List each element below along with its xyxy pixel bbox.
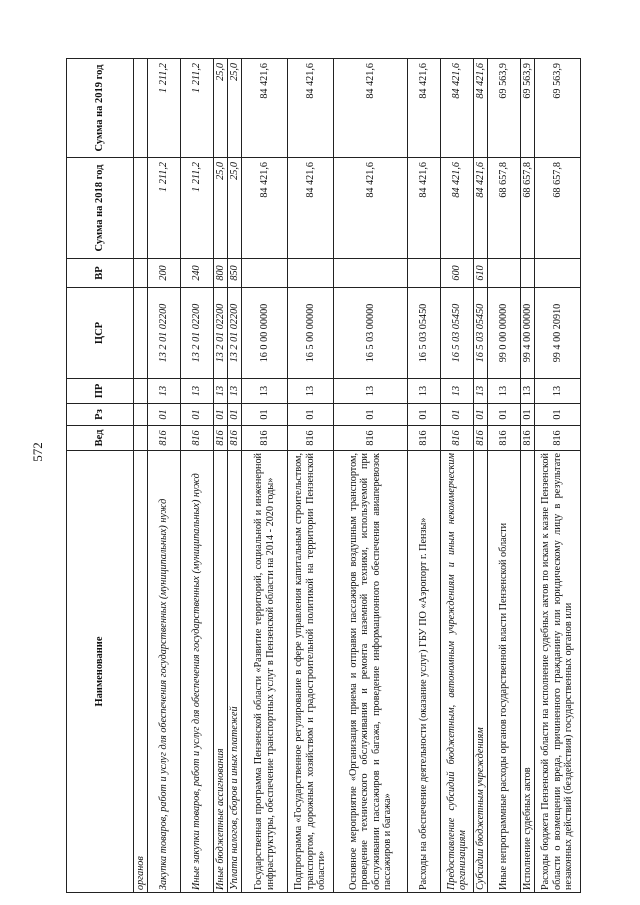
table-cell-sum-2019: 84 421,6: [474, 59, 488, 158]
table-cell-vr: [408, 259, 441, 288]
table-cell-vr: [535, 259, 581, 288]
table-cell-pr: 13: [488, 379, 521, 404]
table-cell-rz: 01: [488, 404, 521, 426]
table-cell-sum-2019: 69 563,9: [521, 59, 535, 158]
table-cell-csr: 16 5 00 00000: [288, 288, 334, 379]
table-cell-name: Государственная программа Пензенской области «Развитие территорий, социальной и инженерной инфраструктуры, обеспечение транспортных услуг в Пензенской области на 2014 - 2020 годы»: [242, 451, 288, 893]
table-cell-sum-2018: 68 657,8: [535, 158, 581, 259]
table-cell-sum-2018: 68 657,8: [488, 158, 521, 259]
table-row: [181, 59, 214, 893]
table-cell-rz: 01: [535, 404, 581, 426]
table-cell-rz: 01: [521, 404, 535, 426]
table-cell-name: Уплата налогов, сборов и иных платежей: [228, 451, 242, 893]
table-row: [488, 59, 521, 893]
table-cell-pr: 13: [334, 379, 408, 404]
table-cell-rz: 01: [288, 404, 334, 426]
table-row: [408, 59, 441, 893]
table-cell-vr: [242, 259, 288, 288]
table-cell-rz: 01: [408, 404, 441, 426]
table-cell-vr: 200: [148, 259, 181, 288]
table-row: [441, 59, 474, 893]
table-row: [521, 59, 535, 893]
page-number: 572: [30, 442, 45, 462]
table-cell-sum-2018: 84 421,6: [474, 158, 488, 259]
table-cell-sum-2018: 1 211,2: [181, 158, 214, 259]
table-row: [288, 59, 334, 893]
table-cell-sum-2019: 84 421,6: [334, 59, 408, 158]
header-sum-2019: Сумма на 2019 год: [67, 59, 134, 158]
table-cell-csr: 99 0 00 00000: [488, 288, 521, 379]
table-row: [334, 59, 408, 893]
table-cell-vr: [334, 259, 408, 288]
header-csr: ЦСР: [67, 288, 134, 379]
header-sum-2018: Сумма на 2018 год: [67, 158, 134, 259]
table-cell-pr: 13: [288, 379, 334, 404]
table-cell-pr: 13: [148, 379, 181, 404]
table-cell-csr: 16 5 03 05450: [441, 288, 474, 379]
table-cell-vr: [488, 259, 521, 288]
table-cell-pr: 13: [535, 379, 581, 404]
table-cell-csr: 16 5 03 00000: [334, 288, 408, 379]
table-cell-sum-2018: 68 657,8: [521, 158, 535, 259]
table-cell-sum-2019: 1 211,2: [148, 59, 181, 158]
header-ved: Вед: [67, 426, 134, 451]
table-cell-vr: [134, 259, 148, 288]
rotated-table-container: [66, 59, 574, 893]
table-cell-csr: 99 4 00 00000: [521, 288, 535, 379]
table-cell-ved: [134, 426, 148, 451]
table-cell-sum-2018: 84 421,6: [242, 158, 288, 259]
table-cell-rz: 01: [334, 404, 408, 426]
table-cell-ved: 816: [521, 426, 535, 451]
table-cell-ved: 816: [408, 426, 441, 451]
header-pr: ПР: [67, 379, 134, 404]
header-rz: Рз: [67, 404, 134, 426]
table-cell-vr: 240: [181, 259, 214, 288]
table-cell-csr: 13 2 01 02200: [148, 288, 181, 379]
table-cell-sum-2018: 1 211,2: [148, 158, 181, 259]
table-row: [228, 59, 242, 893]
table-cell-vr: [521, 259, 535, 288]
table-cell-name: Исполнение судебных актов: [521, 451, 535, 893]
table-cell-sum-2019: 1 211,2: [181, 59, 214, 158]
table-cell-sum-2019: [134, 59, 148, 158]
table-cell-pr: 13: [228, 379, 242, 404]
table-cell-name: Закупка товаров, работ и услуг для обеспечения государственных (муниципальных) нужд: [148, 451, 181, 893]
table-header-row: [67, 59, 134, 893]
table-cell-ved: 816: [242, 426, 288, 451]
table-cell-csr: 99 4 00 20910: [535, 288, 581, 379]
table-cell-rz: 01: [441, 404, 474, 426]
table-cell-sum-2018: [134, 158, 148, 259]
table-cell-sum-2019: 69 563,9: [535, 59, 581, 158]
table-cell-ved: 816: [535, 426, 581, 451]
table-cell-rz: 01: [228, 404, 242, 426]
table-cell-name: Основное мероприятие «Организация приема и отправки пассажиров воздушным транспортом, проведение технического обслуживания и ремонта наземной техники, используемой при обслуживании пассажиров и багажа, проведение информационного обеспечения авиаперевозок пассажиров и багажа»: [334, 451, 408, 893]
table-row: [134, 59, 148, 893]
table-cell-rz: 01: [214, 404, 228, 426]
table-cell-sum-2019: 69 563,9: [488, 59, 521, 158]
table-cell-pr: 13: [408, 379, 441, 404]
table-cell-ved: 816: [288, 426, 334, 451]
table-row: [242, 59, 288, 893]
table-cell-pr: 13: [441, 379, 474, 404]
table-cell-vr: 600: [441, 259, 474, 288]
table-cell-name: Подпрограмма «Государственное регулирование в сфере управления капитальным строительством, транспортом, дорожным хозяйством и градостроительной политикой на территории Пензенской области»: [288, 451, 334, 893]
table-cell-csr: 16 0 00 00000: [242, 288, 288, 379]
table-cell-csr: [134, 288, 148, 379]
table-cell-rz: [134, 404, 148, 426]
table-cell-rz: 01: [242, 404, 288, 426]
table-cell-name: Расходы бюджета Пензенской области на исполнение судебных актов по искам к казне Пензенской области о возмещении вреда, причиненного гражданину или юридическому лицу в результате незаконных действий (бездействия) государственных органов или: [535, 451, 581, 893]
table-cell-pr: 13: [474, 379, 488, 404]
table-cell-csr: 13 2 01 02200: [228, 288, 242, 379]
table-cell-pr: 13: [242, 379, 288, 404]
table-cell-ved: 816: [474, 426, 488, 451]
table-cell-ved: 816: [488, 426, 521, 451]
table-cell-sum-2019: 25,0: [214, 59, 228, 158]
table-cell-name: Субсидии бюджетным учреждениям: [474, 451, 488, 893]
table-cell-name: органов: [134, 451, 148, 893]
table-cell-rz: 01: [148, 404, 181, 426]
table-cell-sum-2018: 25,0: [228, 158, 242, 259]
table-cell-csr: 16 5 03 05450: [474, 288, 488, 379]
header-vr: ВР: [67, 259, 134, 288]
table-cell-csr: 16 5 03 05450: [408, 288, 441, 379]
table-cell-ved: 816: [228, 426, 242, 451]
table-cell-sum-2018: 84 421,6: [441, 158, 474, 259]
table-cell-pr: [134, 379, 148, 404]
table-cell-name: Иные непрограммные расходы органов государственной власти Пензенской области: [488, 451, 521, 893]
table-cell-pr: 13: [521, 379, 535, 404]
table-row: [148, 59, 181, 893]
table-cell-sum-2018: 84 421,6: [334, 158, 408, 259]
table-cell-pr: 13: [181, 379, 214, 404]
table-cell-sum-2019: 84 421,6: [242, 59, 288, 158]
table-cell-vr: 610: [474, 259, 488, 288]
table-cell-sum-2018: 84 421,6: [288, 158, 334, 259]
table-cell-ved: 816: [148, 426, 181, 451]
table-cell-vr: [288, 259, 334, 288]
table-cell-sum-2019: 84 421,6: [441, 59, 474, 158]
table-cell-sum-2019: 84 421,6: [288, 59, 334, 158]
table-cell-ved: 816: [181, 426, 214, 451]
table-cell-sum-2019: 25,0: [228, 59, 242, 158]
budget-table: [66, 58, 581, 893]
table-row: [214, 59, 228, 893]
table-cell-name: Расходы на обеспечение деятельности (оказание услуг) ГБУ ПО «Аэропорт г. Пензы»: [408, 451, 441, 893]
table-cell-csr: 13 2 01 02200: [214, 288, 228, 379]
table-cell-ved: 816: [334, 426, 408, 451]
table-cell-csr: 13 2 01 02200: [181, 288, 214, 379]
table-cell-vr: 800: [214, 259, 228, 288]
table-cell-rz: 01: [474, 404, 488, 426]
table-cell-sum-2018: 25,0: [214, 158, 228, 259]
table-cell-pr: 13: [214, 379, 228, 404]
header-name: Наименование: [67, 451, 134, 893]
table-row: [535, 59, 581, 893]
table-cell-sum-2018: 84 421,6: [408, 158, 441, 259]
table-cell-sum-2019: 84 421,6: [408, 59, 441, 158]
table-cell-rz: 01: [181, 404, 214, 426]
table-cell-ved: 816: [441, 426, 474, 451]
table-cell-vr: 850: [228, 259, 242, 288]
table-cell-name: Иные бюджетные ассигнования: [214, 451, 228, 893]
table-cell-name: Предоставление субсидий бюджетным, автономным учреждениям и иным некоммерческим организациям: [441, 451, 474, 893]
table-row: [474, 59, 488, 893]
table-cell-name: Иные закупки товаров, работ и услуг для обеспечения государственных (муниципальных) нужд: [181, 451, 214, 893]
table-cell-ved: 816: [214, 426, 228, 451]
